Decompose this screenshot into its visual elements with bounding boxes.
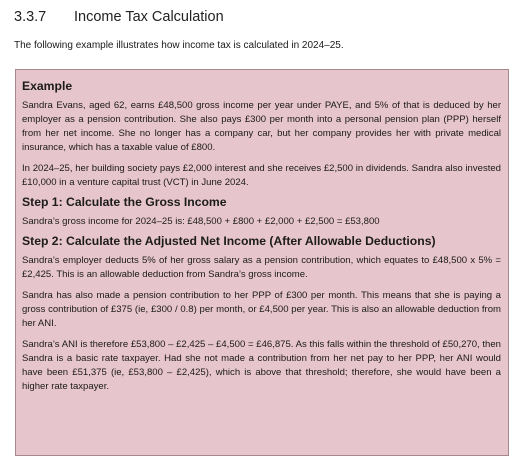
example-paragraph-1: Sandra Evans, aged 62, earns £48,500 gross income per year under PAYE, and 5% of that is deduced by her employer as a pension contribution. She also pays £300 per month into a personal pension plan (PPP) herself from her net income. She no longer has a company car, but her company provides her with private medical insurance, which has a taxable value of £800. (22, 100, 501, 153)
section-number: 3.3.7 (14, 9, 47, 25)
step1-text: Sandra’s gross income for 2024–25 is: £48,500 + £800 + £2,000 + £2,500 = £53,800 (22, 216, 380, 227)
example-paragraph-2: In 2024–25, her building society pays £2,000 interest and she receives £2,500 in dividends. Sandra also invested £10,000 in a venture capital trust (VCT) in June 2024. (22, 163, 501, 188)
section-title: Income Tax Calculation (74, 9, 224, 25)
step2-heading: Step 2: Calculate the Adjusted Net Income (After Allowable Deductions) (22, 234, 436, 248)
example-box (15, 69, 509, 456)
step2-paragraph-1: Sandra’s employer deducts 5% of her gross salary as a pension contribution, which equates to £48,500 x 5% = £2,425. This is an allowable deduction from Sandra’s gross income. (22, 255, 501, 280)
section-intro: The following example illustrates how income tax is calculated in 2024–25. (14, 40, 344, 51)
example-title: Example (22, 79, 73, 93)
section-heading (14, 9, 224, 25)
step2-paragraph-2: Sandra has also made a pension contribution to her PPP of £300 per month. This means that she is paying a gross contribution of £375 (ie, £300 / 0.8) per month, or £4,500 per year. This is also an allowable deduction from her ANI. (22, 290, 501, 329)
step2-paragraph-3: Sandra’s ANI is therefore £53,800 – £2,425 – £4,500 = £46,875. As this falls within the threshold of £50,270, then Sandra is a basic rate taxpayer. Had she not made a contribution from her net pay to her PPP, her ANI would have been £51,375 (ie, £53,800 – £2,425), which is above that threshold; therefore, she would have been a higher rate taxpayer. (22, 339, 501, 392)
step1-heading: Step 1: Calculate the Gross Income (22, 195, 227, 209)
